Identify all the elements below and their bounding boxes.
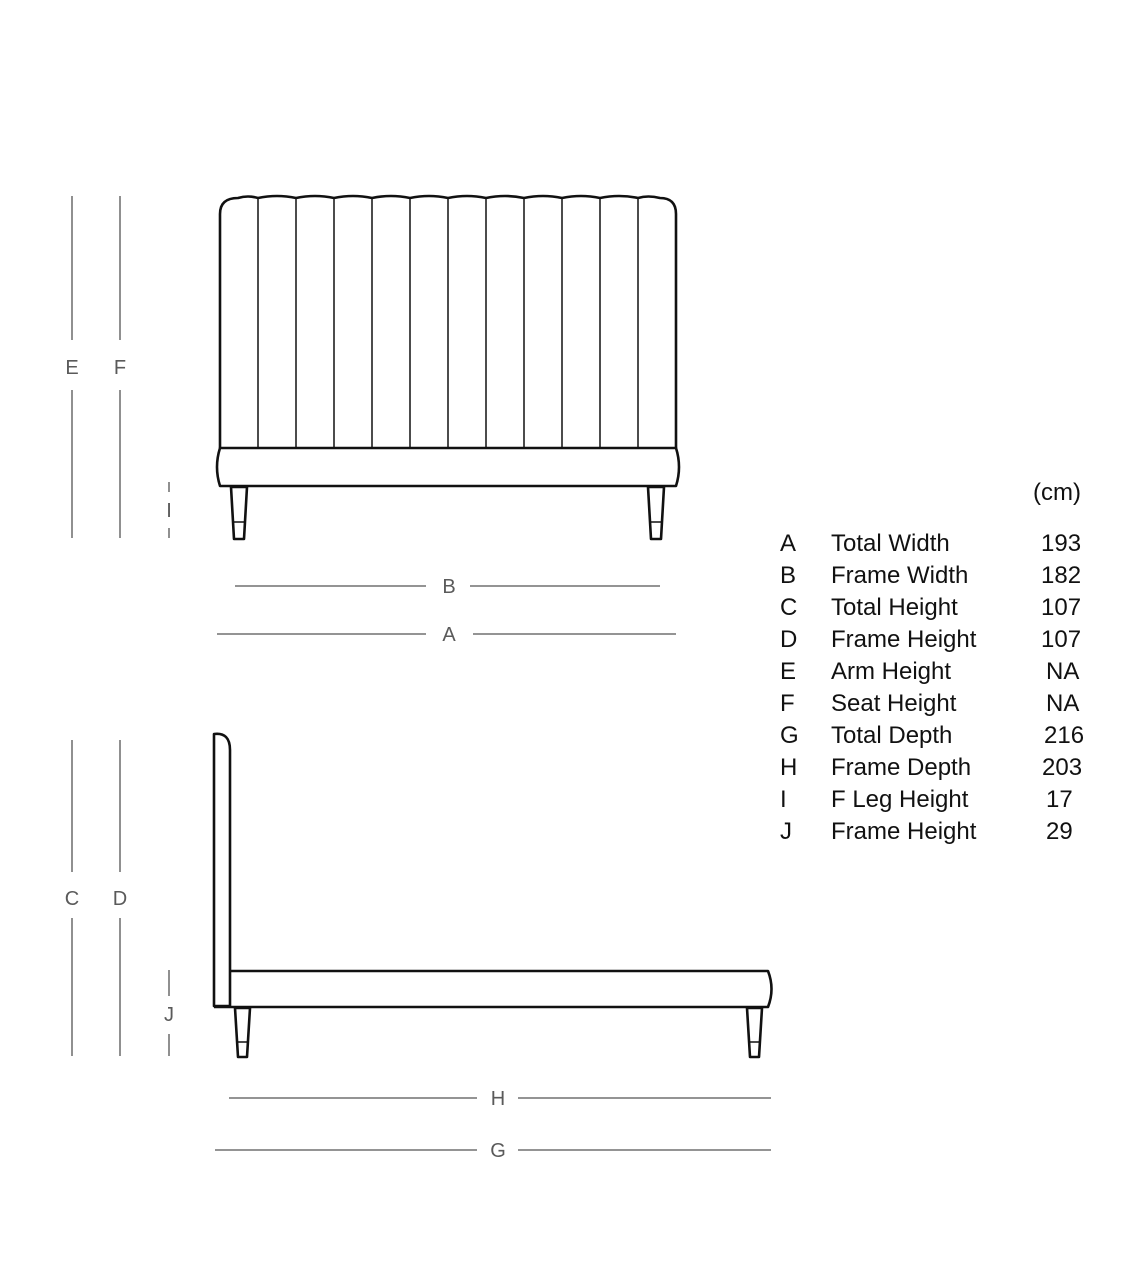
row-name: Frame Height bbox=[831, 626, 977, 653]
row-value: 193 bbox=[1041, 530, 1082, 557]
row-letter: C bbox=[780, 594, 798, 621]
dim-label-A: A bbox=[442, 624, 456, 646]
row-name: Frame Depth bbox=[831, 754, 972, 781]
row-name: Frame Height bbox=[831, 818, 977, 845]
table-row bbox=[780, 658, 1079, 685]
row-name: Total Height bbox=[831, 594, 958, 621]
row-letter: J bbox=[780, 818, 792, 845]
row-name: Total Depth bbox=[831, 722, 953, 749]
front-legs bbox=[231, 487, 664, 539]
side-base-frame bbox=[214, 971, 772, 1007]
dim-label-F: F bbox=[113, 357, 127, 379]
front-dimensions bbox=[65, 196, 676, 646]
side-headboard-outline bbox=[214, 734, 230, 1006]
table-row bbox=[780, 594, 1081, 621]
dimension-table bbox=[780, 479, 1084, 845]
row-value: 17 bbox=[1046, 786, 1073, 813]
row-value: NA bbox=[1046, 658, 1080, 685]
dim-label-H: H bbox=[490, 1088, 506, 1110]
row-letter: A bbox=[780, 530, 797, 557]
table-row bbox=[780, 818, 1073, 845]
table-row bbox=[780, 786, 1073, 813]
side-legs bbox=[235, 1008, 762, 1057]
row-letter: E bbox=[780, 658, 797, 685]
front-headboard-channels bbox=[258, 199, 638, 448]
row-letter: B bbox=[780, 562, 797, 589]
dim-label-E: E bbox=[65, 357, 79, 379]
row-letter: D bbox=[780, 626, 798, 653]
side-view bbox=[214, 734, 772, 1057]
side-dimensions bbox=[65, 740, 771, 1162]
dim-label-I: I bbox=[166, 500, 172, 522]
row-letter: G bbox=[780, 722, 799, 749]
table-unit-label: (cm) bbox=[1033, 479, 1081, 506]
dim-label-J: J bbox=[164, 1004, 174, 1026]
row-value: 182 bbox=[1041, 562, 1082, 589]
table-row bbox=[780, 562, 1081, 589]
table-row bbox=[780, 626, 1081, 653]
table-row bbox=[780, 722, 1084, 749]
row-letter: I bbox=[780, 786, 787, 813]
row-name: Total Width bbox=[831, 530, 950, 557]
row-value: 107 bbox=[1041, 626, 1082, 653]
row-name: Arm Height bbox=[831, 658, 952, 685]
row-value: 216 bbox=[1044, 722, 1085, 749]
front-view bbox=[217, 196, 679, 539]
dim-label-D: D bbox=[112, 888, 128, 910]
dim-label-C: C bbox=[64, 888, 80, 910]
row-value: 203 bbox=[1042, 754, 1083, 781]
row-value: 107 bbox=[1041, 594, 1082, 621]
row-value: NA bbox=[1046, 690, 1080, 717]
row-letter: F bbox=[780, 690, 795, 717]
table-row bbox=[780, 530, 1081, 557]
row-name: Frame Width bbox=[831, 562, 969, 589]
row-name: F Leg Height bbox=[831, 786, 969, 813]
row-letter: H bbox=[780, 754, 798, 781]
row-name: Seat Height bbox=[831, 690, 957, 717]
dim-label-G: G bbox=[490, 1140, 506, 1162]
dim-label-B: B bbox=[442, 576, 456, 598]
table-row bbox=[780, 690, 1079, 717]
row-value: 29 bbox=[1046, 818, 1073, 845]
front-base-frame bbox=[217, 448, 679, 486]
table-row bbox=[780, 754, 1082, 781]
